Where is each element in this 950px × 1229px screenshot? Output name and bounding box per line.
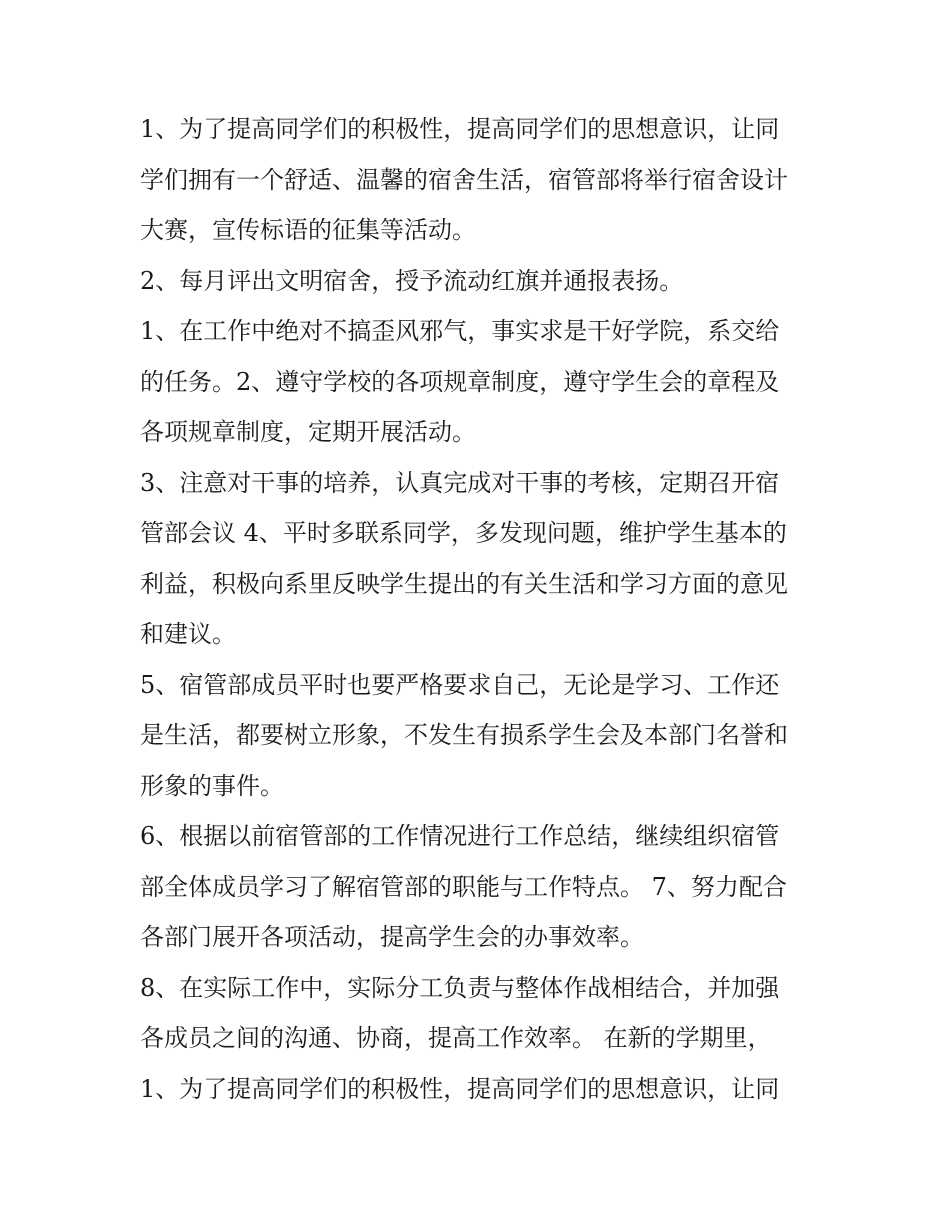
text-line: 大赛，宣传标语的征集等活动。 xyxy=(140,216,476,244)
text-line: 和建议。 xyxy=(140,620,236,648)
text-line: 2、每月评出文明宿舍，授予流动红旗并通报表扬。 xyxy=(140,266,684,295)
text-line: 的任务。2、遵守学校的各项规章制度，遵守学生会的章程及 xyxy=(140,367,780,396)
text-line: 6、根据以前宿管部的工作情况进行工作总结，继续组织宿管 xyxy=(140,822,780,850)
text-line: 部全体成员学习了解宿管部的职能与工作特点。 7、努力配合 xyxy=(140,872,787,901)
text-line: 8、在实际工作中，实际分工负责与整体作战相结合，并加强 xyxy=(140,973,780,1002)
text-line: 各部门展开各项活动，提高学生会的办事效率。 xyxy=(140,923,644,951)
text-line: 5、宿管部成员平时也要严格要求自己，无论是学习、工作还 xyxy=(140,670,780,699)
text-line: 3、注意对干事的培养，认真完成对干事的考核，定期召开宿 xyxy=(140,468,780,497)
text-line: 管部会议 4、平时多联系同学，多发现问题，维护学生基本的 xyxy=(140,519,787,547)
text-line: 1、在工作中绝对不搞歪风邪气，事实求是干好学院，系交给 xyxy=(140,317,780,345)
document-body xyxy=(140,104,830,1114)
text-line: 形象的事件。 xyxy=(140,771,284,800)
text-line: 是生活，都要树立形象，不发生有损系学生会及本部门名誉和 xyxy=(140,721,788,749)
text-line: 利益，积极向系里反映学生提出的有关生活和学习方面的意见 xyxy=(140,569,788,598)
text-line: 各成员之间的沟通、协商，提高工作效率。 在新的学期里， xyxy=(140,1024,772,1052)
text-line: 1、为了提高同学们的积极性，提高同学们的思想意识，让同 xyxy=(140,115,780,143)
text-line: 1、为了提高同学们的积极性，提高同学们的思想意识，让同 xyxy=(140,1074,780,1103)
text-line: 学们拥有一个舒适、温馨的宿舍生活，宿管部将举行宿舍设计 xyxy=(140,165,788,194)
text-line: 各项规章制度，定期开展活动。 xyxy=(140,418,476,446)
